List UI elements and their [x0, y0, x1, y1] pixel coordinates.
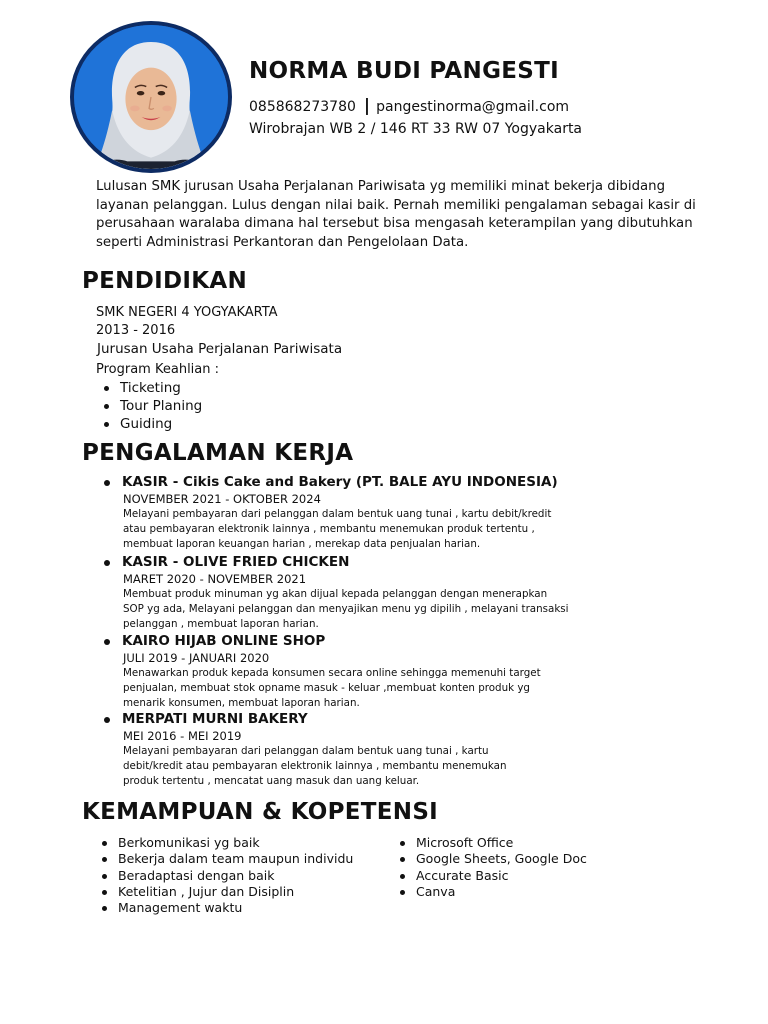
education-heading: PENDIDIKAN: [82, 268, 247, 294]
list-item: Ketelitian , Jujur dan Disiplin: [94, 884, 353, 900]
list-item: Bekerja dalam team maupun individu: [94, 851, 353, 867]
profile-summary: Lulusan SMK jurusan Usaha Perjalanan Pariwisata yg memiliki minat bekerja dibidang layanan pelanggan. Lulus dengan nilai baik. Pernah memiliki pengalaman sebagai kasir di perusahaan waralaba dimana hal tersebut bisa mengasah keterampilan yang dibutuhkan seperti Administrasi Perkantoran dan Pengelolaan Data.: [96, 179, 696, 250]
list-item: Microsoft Office: [392, 835, 587, 851]
job-title: MERPATI MURNI BAKERY: [104, 710, 507, 728]
school-major: Jurusan Usaha Perjalanan Pariwisata: [97, 341, 343, 357]
skills-right-column: [392, 835, 587, 900]
job-title: KASIR - Cikis Cake and Bakery (PT. BALE AYU INDONESIA): [104, 473, 558, 491]
contact-separator: |: [363, 96, 371, 116]
job-period: MEI 2016 - MEI 2019: [123, 729, 242, 743]
job-period: MARET 2020 - NOVEMBER 2021: [123, 572, 307, 586]
email-address: pangestinorma@gmail.com: [376, 99, 570, 115]
job-entry: [104, 710, 507, 788]
job-description: Membuat produk minuman yg akan dijual kepada pelanggan dengan menerapkan SOP yg ada, Melayani pelanggan dan menyajikan menu yg dipilih , melayani transaksi pelanggan , membuat laporan harian.: [123, 588, 569, 630]
list-item: Management waktu: [94, 900, 353, 916]
contact-line: [249, 96, 569, 116]
portrait-illustration: [74, 25, 228, 169]
job-period: NOVEMBER 2021 - OKTOBER 2024: [123, 492, 321, 506]
list-item: Accurate Basic: [392, 868, 587, 884]
candidate-name: NORMA BUDI PANGESTI: [249, 58, 559, 84]
education-section: [96, 304, 342, 433]
job-entry: [104, 553, 569, 631]
list-item: Guiding: [96, 415, 342, 433]
list-item: Tour Planing: [96, 397, 342, 415]
job-description: Melayani pembayaran dari pelanggan dalam bentuk uang tunai , kartu debit/kredit atau pembayaran elektronik lainnya , membantu menemukan produk tertentu , membuat laporan keuangan harian , merekap data penjualan harian.: [123, 508, 552, 550]
list-item: Google Sheets, Google Doc: [392, 851, 587, 867]
phone-number: 085868273780: [249, 99, 356, 115]
list-item: Berkomunikasi yg baik: [94, 835, 353, 851]
job-title: KAIRO HIJAB ONLINE SHOP: [104, 632, 541, 650]
list-item: Ticketing: [96, 379, 342, 397]
profile-photo: [70, 21, 232, 173]
job-title: KASIR - OLIVE FRIED CHICKEN: [104, 553, 569, 571]
job-description: Melayani pembayaran dari pelanggan dalam bentuk uang tunai , kartu debit/kredit atau pembayaran elektronik lainnya , membantu menemukan produk tertentu , mencatat uang masuk dan uang keluar.: [123, 745, 507, 787]
job-description: Menawarkan produk kepada konsumen secara online sehingga memenuhi target penjualan, membuat stok opname masuk - keluar ,membuat konten produk yg menarik konsumen, membuat laporan harian.: [123, 667, 541, 709]
school-years: 2013 - 2016: [96, 323, 176, 338]
job-period: JULI 2019 - JANUARI 2020: [123, 651, 270, 665]
skills-left-column: [94, 835, 353, 916]
program-list: [96, 379, 342, 433]
skills-list-left: [94, 835, 353, 916]
skills-list-right: [392, 835, 587, 900]
program-label: Program Keahlian :: [96, 362, 220, 377]
list-item: Canva: [392, 884, 587, 900]
job-entry: [104, 473, 558, 551]
home-address: Wirobrajan WB 2 / 146 RT 33 RW 07 Yogyakarta: [249, 121, 583, 137]
experience-heading: PENGALAMAN KERJA: [82, 440, 354, 466]
job-entry: [104, 632, 541, 710]
skills-heading: KEMAMPUAN & KOPETENSI: [82, 799, 439, 825]
school-name: SMK NEGERI 4 YOGYAKARTA: [96, 305, 278, 320]
list-item: Beradaptasi dengan baik: [94, 868, 353, 884]
